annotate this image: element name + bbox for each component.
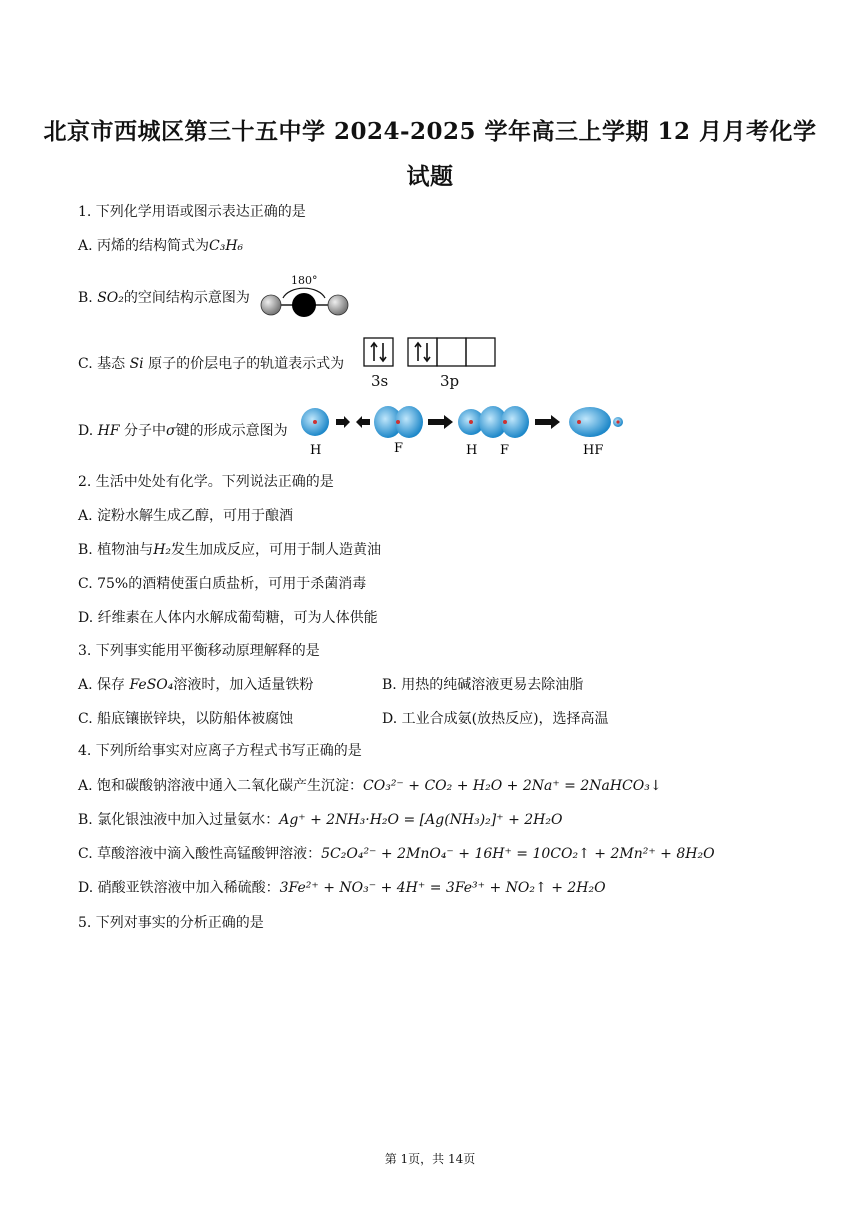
label-f1: F [394, 441, 404, 456]
q3-a-text2: 溶液时，加入适量铁粉 [173, 677, 314, 693]
q2-b-h2: H₂ [153, 542, 172, 558]
q4-b-text: B. 氯化银浊液中加入过量氨水： [78, 812, 280, 828]
q1-d-text3: 键的形成示意图为 [175, 423, 288, 439]
q4-option-d [78, 878, 606, 898]
q2-b-text1: B. 植物油与 [78, 542, 154, 558]
q1-a-formula: C₃H₆ [209, 238, 244, 254]
q1-option-d [78, 421, 288, 441]
q3-a-text1: A. 保存 [78, 677, 130, 693]
q5-stem: 5. 下列对事实的分析正确的是 [78, 915, 264, 931]
q1-d-sigma: σ [166, 423, 176, 439]
q1-d-text2: 分子中 [119, 423, 167, 439]
page-footer: 第 1页，共 14页 [384, 1152, 476, 1166]
q3-option-c: C. 船底镶嵌锌块，以防船体被腐蚀 [78, 711, 294, 727]
page-title-line2: 试题 [406, 163, 454, 190]
q1-option-a [78, 236, 243, 256]
label-h2: H [466, 443, 478, 458]
label-3s: 3s [371, 372, 389, 390]
label-h1: H [310, 443, 322, 458]
orbital-diagram [362, 336, 497, 392]
q2-option-a: A. 淀粉水解生成乙醇，可用于酿酒 [78, 508, 294, 524]
q2-option-d: D. 纤维素在人体内水解成葡萄糖，可为人体供能 [78, 610, 378, 626]
q4-stem: 4. 下列所给事实对应离子方程式书写正确的是 [78, 743, 362, 759]
q3-option-b: B. 用热的纯碱溶液更易去除油脂 [382, 677, 584, 693]
q4-a-text: A. 饱和碳酸钠溶液中通入二氧化碳产生沉淀： [78, 778, 364, 794]
q4-option-a [78, 776, 662, 796]
q1-c-text2: 原子的价层电子的轨道表示式为 [143, 356, 345, 372]
q4-option-b [78, 810, 562, 830]
q4-a-equation: CO₃²⁻ + CO₂ + H₂O + 2Na⁺ = 2NaHCO₃↓ [363, 778, 662, 794]
so2-linear-molecule-diagram [258, 270, 353, 322]
q2-b-text2: 发生加成反应，可用于制人造黄油 [171, 542, 382, 558]
q1-c-si: Si [129, 356, 144, 372]
q3-option-d: D. 工业合成氨(放热反应)，选择高温 [382, 711, 609, 727]
angle-label: 180° [291, 274, 318, 287]
q1-b-prefix: B. [78, 290, 98, 306]
q1-option-c [78, 354, 344, 374]
label-f2: F [500, 443, 510, 458]
page-title-line1: 北京市西城区第三十五中学 2024-2025 学年高三上学期 12 月月考化学 [43, 118, 817, 145]
q3-a-formula: FeSO₄ [129, 677, 174, 693]
q1-d-hf: HF [97, 423, 120, 439]
q4-c-equation: 5C₂O₄²⁻ + 2MnO₄⁻ + 16H⁺ = 10CO₂↑ + 2Mn²⁺ + 8H₂O [321, 846, 715, 862]
q4-b-equation: Ag⁺ + 2NH₃·H₂O = [Ag(NH₃)₂]⁺ + 2H₂O [279, 812, 563, 828]
hf-sigma-bond-diagram [298, 402, 628, 458]
q1-b-suffix: 的空间结构示意图为 [123, 290, 250, 306]
q1-option-b [78, 288, 250, 308]
q1-d-text1: D. [78, 423, 98, 439]
q3-option-a [78, 675, 313, 695]
q1-c-text1: C. 基态 [78, 356, 130, 372]
q1-stem: 1. 下列化学用语或图示表达正确的是 [78, 204, 306, 220]
q3-stem: 3. 下列事实能用平衡移动原理解释的是 [78, 643, 320, 659]
q2-option-b [78, 540, 381, 560]
q4-option-c [78, 844, 715, 864]
q4-d-equation: 3Fe²⁺ + NO₃⁻ + 4H⁺ = 3Fe³⁺ + NO₂↑ + 2H₂O [279, 880, 606, 896]
q2-stem: 2. 生活中处处有化学。下列说法正确的是 [78, 474, 334, 490]
q1-b-formula: SO₂ [97, 290, 124, 306]
q4-d-text: D. 硝酸亚铁溶液中加入稀硫酸： [78, 880, 280, 896]
q2-option-c: C. 75%的酒精使蛋白质盐析，可用于杀菌消毒 [78, 576, 367, 592]
label-hf: HF [583, 443, 604, 458]
label-3p: 3p [440, 372, 460, 390]
q4-c-text: C. 草酸溶液中滴入酸性高锰酸钾溶液： [78, 846, 322, 862]
q1-a-text: A. 丙烯的结构简式为 [78, 238, 210, 254]
